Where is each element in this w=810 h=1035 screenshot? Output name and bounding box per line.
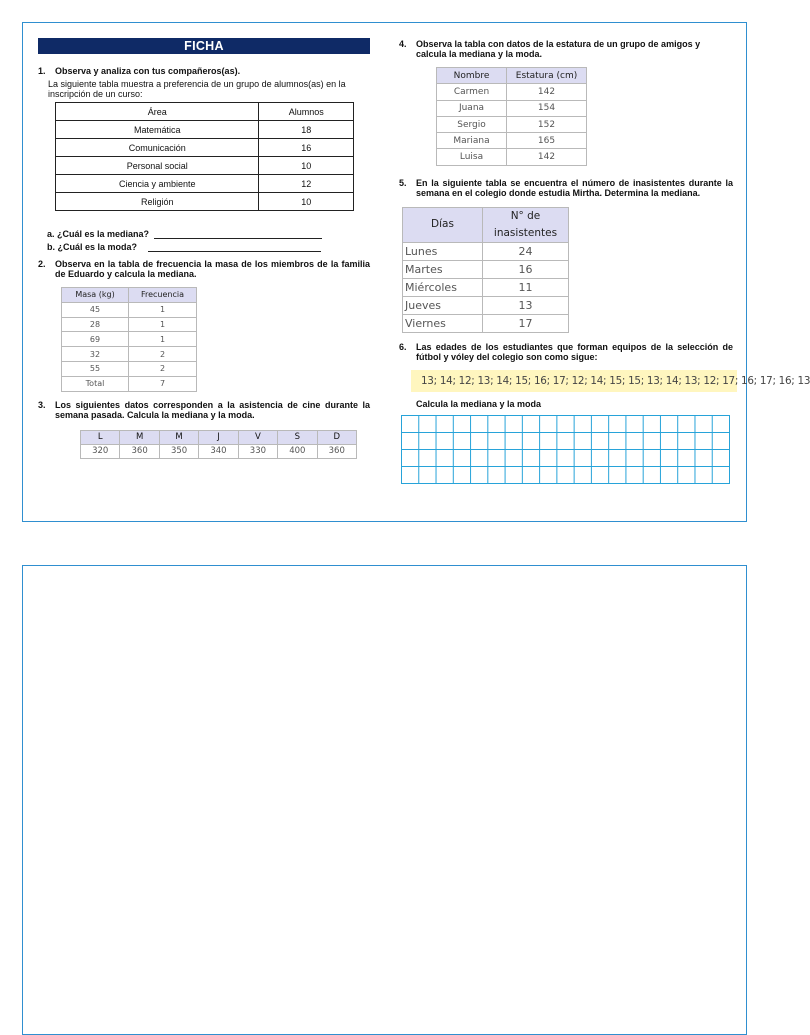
ages-list: 13; 14; 12; 13; 14; 15; 16; 17; 12; 14; 15; 15; 13; 14; 13; 12; 17; 16; 17; 16; 13 [411, 370, 737, 392]
question-4-number: 4. [399, 39, 407, 49]
table-header-row [56, 103, 354, 121]
table-row [56, 175, 354, 193]
table-cell: 16 [483, 260, 569, 278]
table-cell: Sergio [437, 116, 507, 132]
answer-line-1b[interactable] [148, 251, 321, 252]
absences-table [402, 207, 569, 333]
question-6-instruction: Calcula la mediana y la moda [416, 398, 542, 409]
table-cell: 12 [259, 175, 354, 193]
question-6-title [399, 342, 733, 362]
question-6-text: Las edades de los estudiantes que forman equipos de la selección de fútbol y vóley del colegio son como sigue: [416, 341, 733, 362]
question-1a [38, 229, 370, 239]
height-table [436, 67, 587, 166]
table-cell: 1 [129, 317, 197, 332]
table-row [437, 116, 587, 132]
question-5-number: 5. [399, 177, 407, 188]
table-cell: 16 [259, 139, 354, 157]
answer-grid-lines [401, 415, 730, 484]
worksheet-page-1 [22, 22, 810, 522]
table-header-cell: Área [56, 103, 259, 121]
cinema-attendance-table [80, 430, 357, 459]
question-1b [38, 242, 370, 252]
table-row [62, 361, 197, 376]
table-header-cell: Estatura (cm) [507, 68, 587, 84]
table-row [56, 139, 354, 157]
table-cell: 340 [199, 444, 238, 458]
table-cell: 1 [129, 302, 197, 317]
worksheet-page-2 [22, 565, 747, 1035]
question-3-title [38, 400, 370, 420]
answer-grid[interactable] [401, 415, 730, 484]
table-header-cell: L [81, 430, 120, 444]
right-column [399, 39, 810, 484]
table-cell: 154 [507, 100, 587, 116]
table-cell: 45 [62, 302, 129, 317]
question-2-number: 2. [38, 259, 46, 269]
table-cell: Miércoles [403, 278, 483, 296]
left-column [38, 38, 370, 459]
table-header-cell: D [317, 430, 356, 444]
table-cell: 330 [238, 444, 277, 458]
question-1-description: La siguiente tabla muestra a preferencia de un grupo de alumnos(as) en la inscripción de un curso: [48, 79, 346, 99]
table-header-cell: J [199, 430, 238, 444]
table-cell: 360 [120, 444, 159, 458]
table-cell: 28 [62, 317, 129, 332]
table-row [62, 376, 197, 391]
table-cell: 142 [507, 149, 587, 165]
table-row [56, 157, 354, 175]
question-1-text: Observa y analiza con tus compañeros(as). [55, 66, 241, 76]
table-cell: 152 [507, 116, 587, 132]
table-row [62, 302, 197, 317]
table-cell: 142 [507, 84, 587, 100]
table-cell: 32 [62, 347, 129, 362]
table-header-cell: Masa (kg) [62, 288, 129, 303]
table-cell: 69 [62, 332, 129, 347]
table-cell: Personal social [56, 157, 259, 175]
table-row [81, 444, 357, 458]
table-cell: 10 [259, 157, 354, 175]
table-row [437, 84, 587, 100]
table-row [437, 149, 587, 165]
table-cell: Total [62, 376, 129, 391]
question-5-title [399, 178, 733, 198]
table-cell: Jueves [403, 296, 483, 314]
table-cell: 320 [81, 444, 120, 458]
table-cell: 55 [62, 361, 129, 376]
table-header-row [81, 430, 357, 444]
question-4-title [399, 39, 733, 59]
table-cell: 2 [129, 361, 197, 376]
table-cell: Juana [437, 100, 507, 116]
table-cell: 24 [483, 242, 569, 260]
table-cell: 2 [129, 347, 197, 362]
table-cell: 17 [483, 314, 569, 332]
table-header-cell: Frecuencia [129, 288, 197, 303]
table-cell: Carmen [437, 84, 507, 100]
table-row [56, 121, 354, 139]
table-row [403, 242, 569, 260]
table-header-cell: Nombre [437, 68, 507, 84]
table-cell: Lunes [403, 242, 483, 260]
question-1a-text: a. ¿Cuál es la mediana? [47, 229, 150, 239]
table-row [403, 260, 569, 278]
table-cell: Comunicación [56, 139, 259, 157]
header-line: inasistentes [493, 226, 558, 239]
table-row [62, 317, 197, 332]
table-cell: Mariana [437, 133, 507, 149]
table-header-row [403, 207, 569, 242]
table-header-row [437, 68, 587, 84]
question-1-number: 1. [38, 66, 46, 76]
table-header-cell: M [120, 430, 159, 444]
table-cell: 400 [278, 444, 317, 458]
table-cell: 10 [259, 193, 354, 211]
table-row [437, 133, 587, 149]
question-2-text: Observa en la tabla de frecuencia la masa de los miembros de la familia de Eduardo y calcula la mediana. [55, 259, 370, 279]
table-row [62, 332, 197, 347]
question-4-text: Observa la tabla con datos de la estatura de un grupo de amigos y calcula la mediana y la moda. [416, 39, 701, 59]
table-header-cell: Alumnos [259, 103, 354, 121]
table-cell: 350 [159, 444, 198, 458]
question-1b-text: b. ¿Cuál es la moda? [47, 242, 138, 252]
table-cell: Religión [56, 193, 259, 211]
table-cell: 13 [483, 296, 569, 314]
question-1-title [38, 66, 370, 76]
table-row [403, 314, 569, 332]
table-cell: 7 [129, 376, 197, 391]
table-row [56, 193, 354, 211]
question-2-title [38, 259, 370, 279]
table-cell: 165 [507, 133, 587, 149]
question-5-text: En la siguiente tabla se encuentra el número de inasistentes durante la semana en el colegio donde estudia Mirtha. Determina la mediana. [416, 177, 733, 198]
table-cell: Matemática [56, 121, 259, 139]
table-cell: 18 [259, 121, 354, 139]
table-header-row [62, 288, 197, 303]
table-cell: Ciencia y ambiente [56, 175, 259, 193]
question-6-number: 6. [399, 341, 407, 352]
table-cell: Martes [403, 260, 483, 278]
question-3-number: 3. [38, 399, 46, 410]
table-row [403, 296, 569, 314]
answer-line-1a[interactable] [154, 238, 322, 239]
table-cell: 360 [317, 444, 356, 458]
table-cell: 1 [129, 332, 197, 347]
question-3-text: Los siguientes datos corresponden a la asistencia de cine durante la semana pasada. Calcula la mediana y la moda. [55, 399, 370, 420]
header-line: N° de [510, 209, 541, 222]
table-header-cell [483, 207, 569, 242]
table-row [437, 100, 587, 116]
table-header-cell: V [238, 430, 277, 444]
table-header-cell: M [159, 430, 198, 444]
ficha-title: FICHA [38, 38, 370, 54]
table-row [62, 347, 197, 362]
table-cell: 11 [483, 278, 569, 296]
table-header-cell: S [278, 430, 317, 444]
table-cell: Viernes [403, 314, 483, 332]
table-header-cell: Días [403, 207, 483, 242]
area-students-table [55, 102, 354, 211]
mass-frequency-table [61, 287, 197, 392]
table-row [403, 278, 569, 296]
table-cell: Luisa [437, 149, 507, 165]
